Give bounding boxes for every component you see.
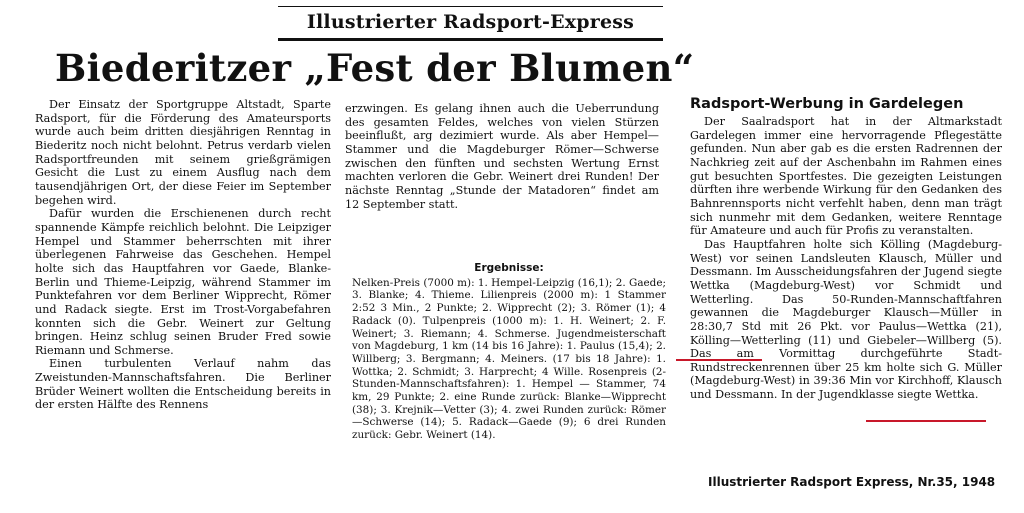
red-underline-mark bbox=[866, 420, 986, 422]
paragraph: Einen turbulenten Verlauf nahm das Zweistunden-Mannschaftsfahren. Die Berliner Brüder Weinert wollten die Entscheidung bereits in der ersten Hälfte des Rennens bbox=[35, 357, 331, 412]
article-column-3 bbox=[690, 95, 1002, 402]
results-box bbox=[352, 262, 666, 442]
paragraph: Der Saalradsport hat in der Altmarkstadt Gardelegen immer eine hervorragende Pflegestätte gefunden. Nun aber gab es die ersten Radrennen der Nachkrieg zeit auf der Aschenbahn im Rahmen eines gut besuchten Sportfestes. Die gezeigten Leistungen dürften ihre werbende Wirkung für den Gedanken des Bahnrennsports nicht verfehlt haben, denn man trägt sich nunmehr mit dem Gedanken, weitere Renntage für Amateure und auch für Profis zu veranstalten. bbox=[690, 115, 1002, 238]
article-column-1 bbox=[35, 98, 331, 412]
paragraph: Das Hauptfahren holte sich Kölling (Magdeburg-West) vor seinen Landsleuten Klausch, Müller und Dessmann. Im Ausscheidungsfahren der Jugend siegte Wettka (Magdeburg-West) vor Schmidt und Wetterling. Das 50-Runden-Mannschaftfahren gewannen die Magdeburger Klausch—Müller in 28:30,7 Std mit 26 Pkt. vor Paulus—Wettka (21), Kölling—Wetterling (11) und Giebeler—Willberg (5). Das am Vormittag durchgeführte Stadt-Rundstreckenrennen über 25 km holte sich G. Müller (Magdeburg-West) in 39:36 Min vor Kirchhoff, Klausch und Dessmann. In der Jugendklasse siegte Wettka. bbox=[690, 237, 1002, 402]
masthead: Illustrierter Radsport-Express bbox=[278, 8, 663, 41]
paragraph: Der Einsatz der Sportgruppe Altstadt, Sparte Radsport, für die Förderung des Amateursports wurde auch beim dritten diesjährigen Renntag in Biederitz noch nicht belohnt. Petrus verdarb vielen Radsportfreunden mit seinem grießgrämigen Gesicht die Lust zu einem Ausflug nach dem tausendjährigen Ort, der diese Feier im September begehen wird. bbox=[35, 98, 331, 207]
side-article-headline: Radsport-Werbung in Gardelegen bbox=[690, 96, 964, 112]
paragraph: erzwingen. Es gelang ihnen auch die Ueberrundung des gesamten Feldes, welches von vielen Stürzen beeinflußt, arg dezimiert wurde. Als aber Hempel—Stammer und die Magdeburger Römer—Schwerse zwischen den fünften und sechsten Wertung Ernst machten verloren die Gebr. Weinert drei Runden! Der nächste Renntag „Stunde der Matadoren“ findet am 12 September statt. bbox=[345, 102, 659, 211]
red-underline-mark bbox=[676, 359, 762, 361]
results-heading: Ergebnisse: bbox=[474, 262, 544, 274]
headline: Biederitzer „Fest der Blumen“ bbox=[55, 46, 695, 90]
paragraph: Dafür wurden die Erschienenen durch recht spannende Kämpfe reichlich belohnt. Die Leipziger Hempel und Stammer beherrschten mit ihrer überlegenen Fahrweise das Geschehen. Hempel holte sich das Hauptfahren vor Gaede, Blanke-Berlin und Thieme-Leipzig, während Stammer im Punktefahren vor dem Berliner Wipprecht, Römer und Radack siegte. Erst im Trost-Vorgabefahren konnten sich die Gebr. Weinert zur Geltung bringen. Heinz schlug seinen Bruder Fred sowie Riemann und Schmerse. bbox=[35, 207, 331, 357]
results-text: Nelken-Preis (7000 m): 1. Hempel-Leipzig (16,1); 2. Gaede; 3. Blanke; 4. Thieme. Lilienpreis (2000 m): 1 Stammer 2:52 3 Min., 2 Punkte; 2. Wipprecht (2); 3. Römer (1); 4 Radack (0). Tulpenpreis (1000 m): 1. H. Weinert; 2. F. Weinert; 3. Riemann; 4. Schmerse. Jugendmeisterschaft von Magdeburg, 1 km (14 bis 16 Jahre): 1. Paulus (15,4); 2. Willberg; 3. Bergmann; 4. Meiners. (17 bis 18 Jahre): 1. Wottka; 2. Schmidt; 3. Harprecht; 4 Wille. Rosenpreis (2-Stunden-Mannschaftsfahren): 1. Hempel — Stammer, 74 km, 29 Punkte; 2. eine Runde zurück: Blanke—Wipprecht (38); 3. Krejnik—Vetter (3); 4. zwei Runden zurück: Römer—Schwerse (14); 5. Radack—Gaede (9); 6 drei Runden zurück: Gebr. Weinert (14). bbox=[352, 276, 666, 442]
article-column-2 bbox=[345, 102, 659, 211]
masthead-top-rule bbox=[278, 6, 663, 7]
source-caption: Illustrierter Radsport Express, Nr.35, 1948 bbox=[708, 475, 996, 489]
